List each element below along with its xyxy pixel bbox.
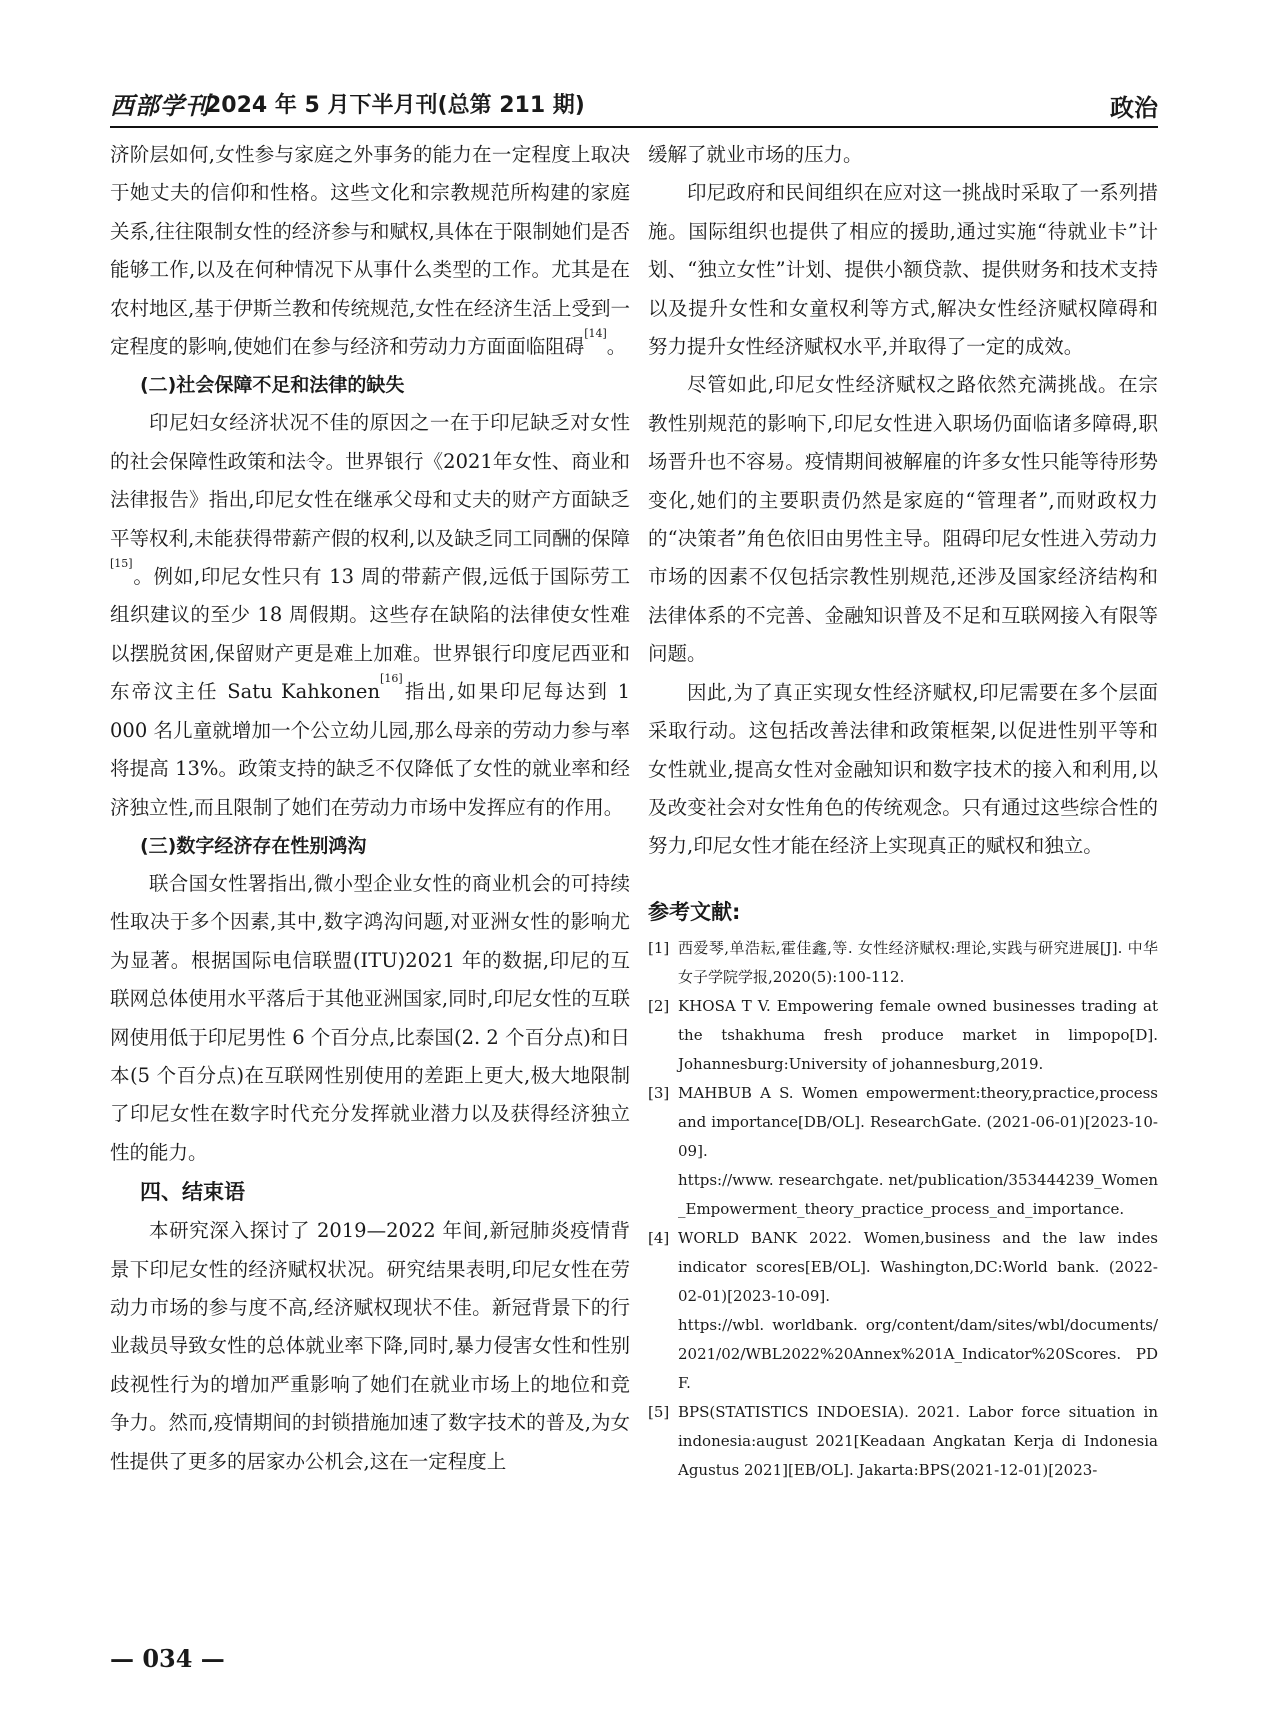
page-number: — 034 — [110,1644,225,1673]
reference-item: [1] 西爱琴,单浩耘,霍佳鑫,等. 女性经济赋权:理论,实践与研究进展[J]. 中华女子学院学报,2020(5):100-112. [648,938,1158,986]
reference-url: https://wbl. worldbank. org/content/dam/sites/wbl/documents/2021/02/WBL2022%20Annex%201A_Indicator%20Scores. PDF. [678,1315,1158,1392]
paragraph: 联合国女性署指出,微小型企业女性的商业机会的可持续性取决于多个因素,其中,数字鸿沟问题,对亚洲女性的影响尤为显著。根据国际电信联盟(ITU)2021 年的数据,印尼的互联网总体使用水平落后于其他亚洲国家,同时,印尼女性的互联网使用低于印尼男性 6 个百分点,比泰国(2. 2 个百分点)和日本(5 个百分点)在互联网性别使用的差距上更大,极大地限制了印尼女性在数字时代充分发挥就业潜力以及获得经济独立性的能力。 [110,871,630,1164]
paragraph: 本研究深入探讨了 2019—2022 年间,新冠肺炎疫情背景下印尼女性的经济赋权状况。研究结果表明,印尼女性在劳动力市场的参与度不高,经济赋权现状不佳。新冠背景下的行业裁员导致女性的总体就业率下降,同时,暴力侵害女性和性别歧视性行为的增加严重影响了她们在就业市场上的地位和竞争力。然而,疫情期间的封锁措施加速了数字技术的普及,为女性提供了更多的居家办公机会,这在一定程度上 [110,1219,630,1473]
reference-item: [4] WORLD BANK 2022. Women,business and the law indes indicator scores[EB/OL]. Washington,DC:World bank. (2022-02-01)[2023-10-09]. https://wbl. worldbank. org/content/dam/sites/wbl/documents/2021/02/WBL2022%20Annex%201A_Indicator%20Scores. PDF. [648,1224,1158,1398]
left-column [110,136,630,1481]
paragraph: 印尼政府和民间组织在应对这一挑战时采取了一系列措施。国际组织也提供了相应的援助,通过实施“待就业卡”计划、“独立女性”计划、提供小额贷款、提供财务和技术支持以及提升女性和女童权利等方式,解决女性经济赋权障碍和努力提升女性经济赋权水平,并取得了一定的成效。 [648,181,1158,359]
reference-item: [5] BPS(STATISTICS INDOESIA). 2021. Labor force situation in indonesia:august 2021[Keadaan Angkatan Kerja di Indonesia Agustus 2021][EB/OL]. Jakarta:BPS(2021-12-01)[2023- [648,1402,1158,1479]
reference-url: https://www. researchgate. net/publication/353444239_Women_Empowerment_theory_practice_process_and_importance. [678,1170,1158,1218]
issue-info: 2024 年 5 月下半月刊(总第 211 期) [206,93,585,118]
right-column [648,136,1158,1485]
citation: [14] [584,327,607,341]
paragraph: 因此,为了真正实现女性经济赋权,印尼需要在多个层面采取行动。这包括改善法律和政策框架,以促进性别平等和女性就业,提高女性对金融知识和数字技术的接入和利用,以及改变社会对女性角色的传统观念。只有通过这些综合性的努力,印尼女性才能在经济上实现真正的赋权和独立。 [648,680,1158,858]
paragraph: 缓解了就业市场的压力。 [648,143,863,166]
citation: [16] [380,672,403,686]
header-rule [110,126,1158,128]
subheading-social-security: (二)社会保障不足和法律的缺失 [140,374,405,397]
paragraph: 印尼妇女经济状况不佳的原因之一在于印尼缺乏对女性的社会保障性政策和法令。世界银行《2021年女性、商业和法律报告》指出,印尼女性在继承父母和丈夫的财产方面缺乏平等权利,未能获得带薪产假的权利,以及缺乏同工同酬的保障[15]。例如,印尼女性只有 13 周的带薪产假,远低于国际劳工组织建议的至少 18 周假期。这些存在缺陷的法律使女性难以摆脱贫困,保留财产更是难上加难。世界银行印度尼西亚和东帝汶主任 Satu Kahkonen[16]指出,如果印尼每达到 1 000 名儿童就增加一个公立幼儿园,那么母亲的劳动力参与率将提高 13%。政策支持的缺乏不仅降低了女性的就业率和经济独立性,而且限制了她们在劳动力市场中发挥应有的作用。 [110,411,630,819]
page-header [110,86,1158,126]
reference-item: [3] MAHBUB A S. Women empowerment:theory,practice,process and importance[DB/OL]. ResearchGate. (2021-06-01)[2023-10-09]. https://www. researchgate. net/publication/353444239_Women_Empowerment_theory_practice_process_and_importance. [648,1079,1158,1224]
subheading-digital-gap: (三)数字经济存在性别鸿沟 [140,834,367,857]
section-label: 政治 [1110,94,1158,122]
journal-logo: 西部学刊 [110,91,210,120]
paragraph: 尽管如此,印尼女性经济赋权之路依然充满挑战。在宗教性别规范的影响下,印尼女性进入职场仍面临诸多障碍,职场晋升也不容易。疫情期间被解雇的许多女性只能等待形势变化,她们的主要职责仍然是家庭的“管理者”,而财政权力的“决策者”角色依旧由男性主导。阻碍印尼女性进入劳动力市场的因素不仅包括宗教性别规范,还涉及国家经济结构和法律体系的不完善、金融知识普及不足和互联网接入有限等问题。 [648,373,1158,666]
section-heading-conclusion: 四、结束语 [140,1180,245,1205]
citation: [15] [110,557,133,571]
references-title: 参考文献: [648,899,741,924]
paragraph: 济阶层如何,女性参与家庭之外事务的能力在一定程度上取决于她丈夫的信仰和性格。这些文化和宗教规范所构建的家庭关系,往往限制女性的经济参与和赋权,具体在于限制她们是否能够工作,以及在何种情况下从事什么类型的工作。尤其是在农村地区,基于伊斯兰教和传统规范,女性在经济生活上受到一定程度的影响,使她们在参与经济和劳动力方面面临阻碍[14]。 [110,143,630,359]
reference-item: [2] KHOSA T V. Empowering female owned businesses trading at the tshakhuma fresh produce market in limpopo[D]. Johannesburg:University of johannesburg,2019. [648,996,1158,1073]
reference-list [648,934,1158,1485]
